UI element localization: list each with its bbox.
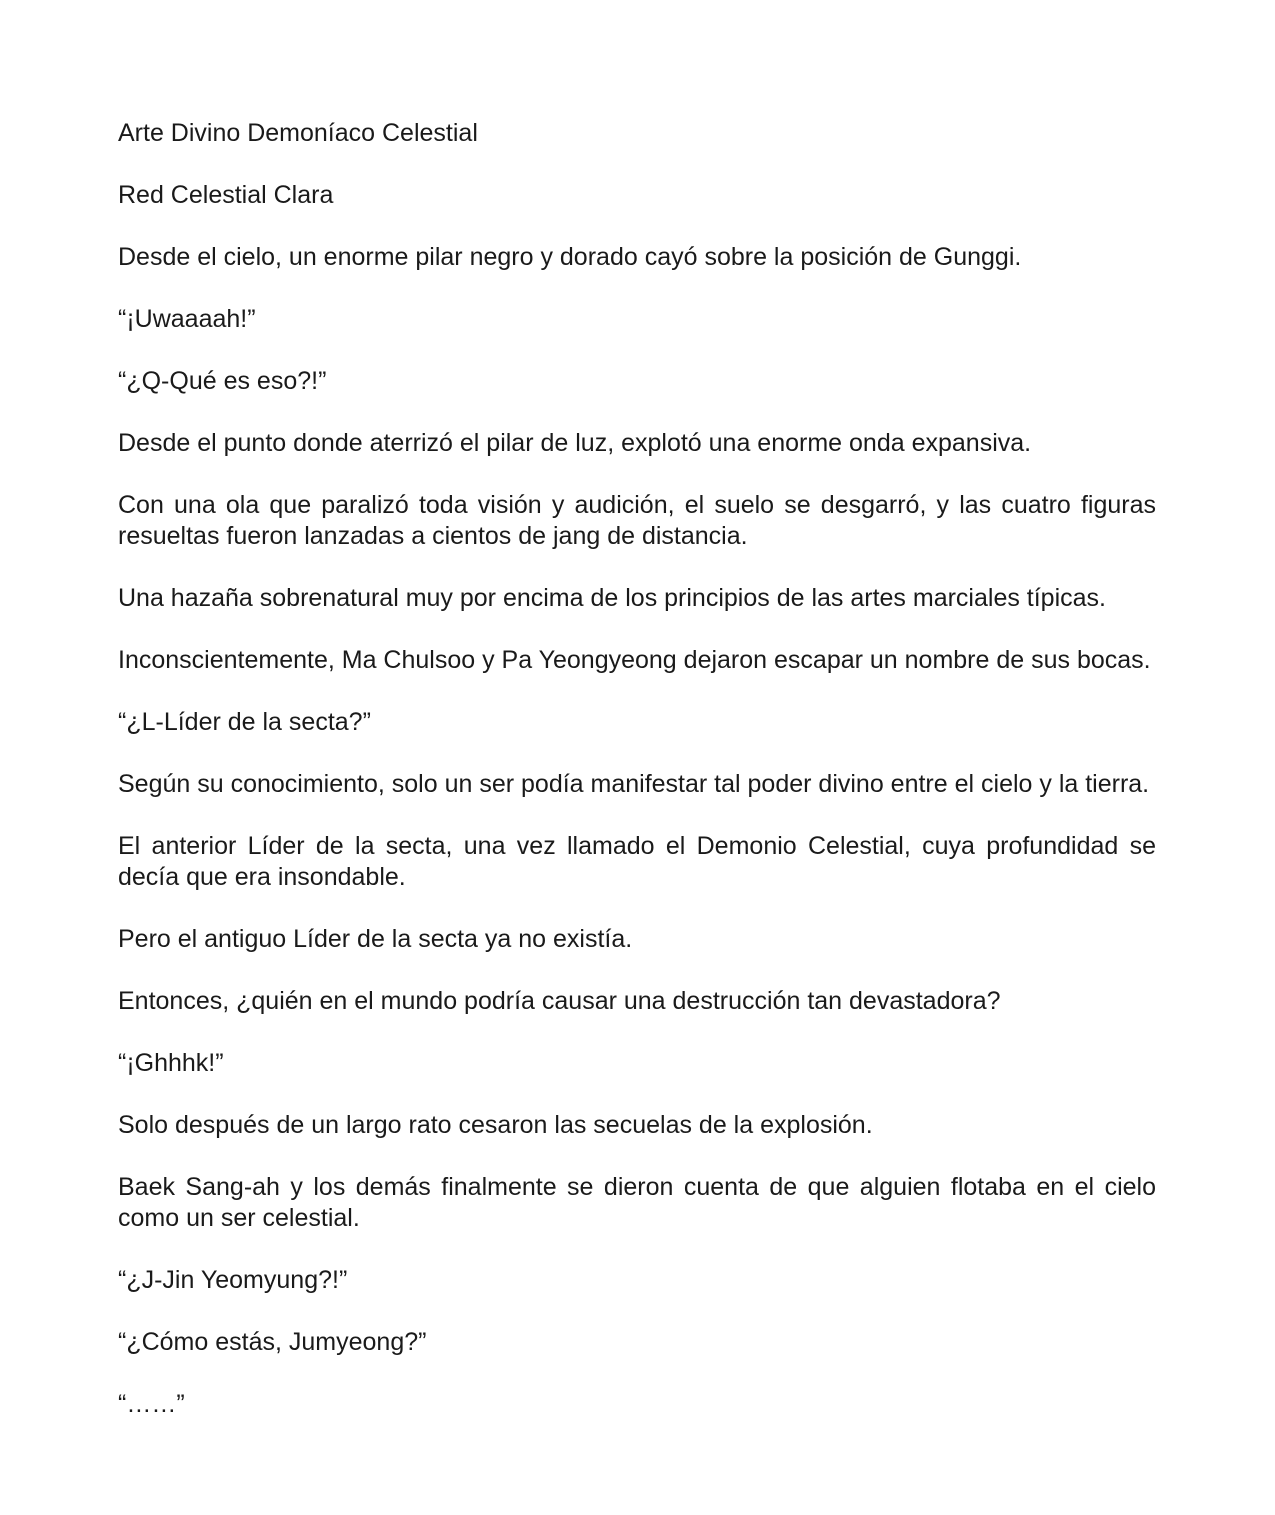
paragraph: Entonces, ¿quién en el mundo podría causar una destrucción tan devastadora?	[118, 987, 1001, 1015]
paragraph: Solo después de un largo rato cesaron las secuelas de la explosión.	[118, 1111, 873, 1139]
dialogue-line: “¡Uwaaaah!”	[118, 305, 256, 333]
dialogue-line: “¿Q-Qué es eso?!”	[118, 367, 327, 395]
paragraph: Desde el punto donde aterrizó el pilar de luz, explotó una enorme onda expansiva.	[118, 429, 1032, 457]
dialogue-line: “¡Ghhhk!”	[118, 1049, 224, 1077]
dialogue-line: “¿L-Líder de la secta?”	[118, 708, 371, 736]
paragraph: Inconscientemente, Ma Chulsoo y Pa Yeongyeong dejaron escapar un nombre de sus bocas.	[118, 646, 1151, 674]
dialogue-line: “¿Cómo estás, Jumyeong?”	[118, 1328, 427, 1356]
paragraph: Una hazaña sobrenatural muy por encima de los principios de las artes marciales típicas.	[118, 584, 1106, 612]
paragraph: Baek Sang-ah y los demás finalmente se dieron cuenta de que alguien flotaba en el cielo como un ser celestial.	[118, 1173, 1156, 1232]
dialogue-line: “……”	[118, 1390, 185, 1418]
document-body	[118, 118, 1156, 1451]
dialogue-line: “¿J-Jin Yeomyung?!”	[118, 1266, 348, 1294]
paragraph: Con una ola que paralizó toda visión y audición, el suelo se desgarró, y las cuatro figuras resueltas fueron lanzadas a cientos de jang de distancia.	[118, 491, 1156, 550]
section-title: Arte Divino Demoníaco Celestial	[118, 119, 478, 147]
paragraph: El anterior Líder de la secta, una vez llamado el Demonio Celestial, cuya profundidad se decía que era insondable.	[118, 832, 1156, 891]
paragraph: Pero el antiguo Líder de la secta ya no existía.	[118, 925, 633, 953]
section-subtitle: Red Celestial Clara	[118, 181, 334, 209]
paragraph: Según su conocimiento, solo un ser podía manifestar tal poder divino entre el cielo y la tierra.	[118, 770, 1150, 798]
paragraph: Desde el cielo, un enorme pilar negro y dorado cayó sobre la posición de Gunggi.	[118, 243, 1022, 271]
